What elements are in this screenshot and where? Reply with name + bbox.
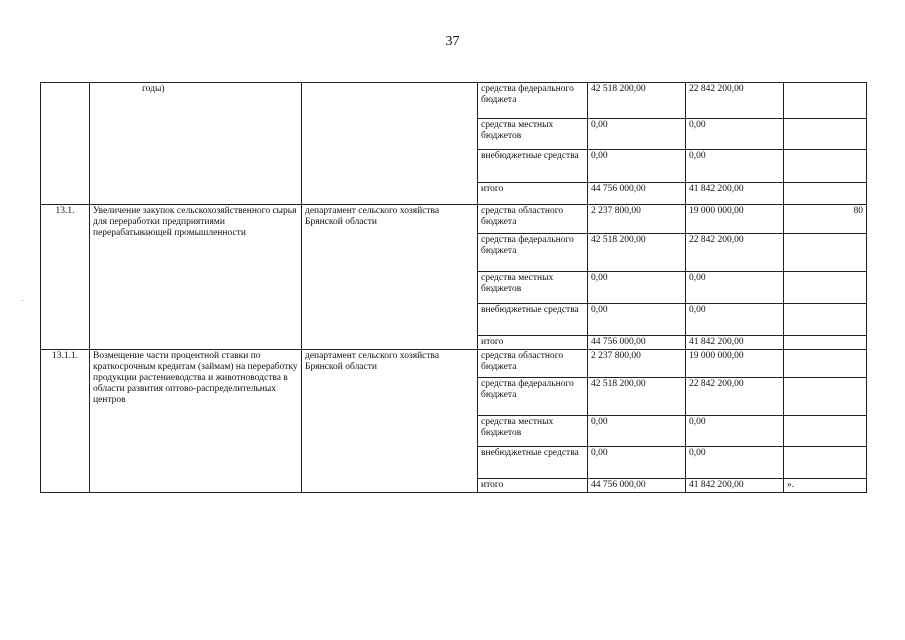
budget-table <box>40 82 867 493</box>
indicator-value <box>784 234 867 272</box>
amount-year-1: 0,00 <box>588 447 686 479</box>
amount-year-1: 0,00 <box>588 304 686 336</box>
funding-source: средства местных бюджетов <box>478 272 588 304</box>
funding-source: итого <box>478 183 588 205</box>
amount-year-1: 44 756 000,00 <box>588 183 686 205</box>
amount-year-2: 0,00 <box>686 272 784 304</box>
funding-source: внебюджетные средства <box>478 304 588 336</box>
amount-year-2: 19 000 000,00 <box>686 350 784 378</box>
funding-source: средства местных бюджетов <box>478 416 588 447</box>
amount-year-1: 44 756 000,00 <box>588 479 686 493</box>
funding-source: средства областного бюджета <box>478 350 588 378</box>
amount-year-1: 0,00 <box>588 119 686 150</box>
amount-year-2: 0,00 <box>686 150 784 183</box>
funding-source: средства федерального бюджета <box>478 378 588 416</box>
indicator-value <box>784 336 867 350</box>
funding-source: итого <box>478 479 588 493</box>
indicator-value <box>784 119 867 150</box>
amount-year-1: 44 756 000,00 <box>588 336 686 350</box>
row-number: 13.1. <box>41 205 90 350</box>
indicator-value <box>784 350 867 378</box>
page-number: 37 <box>445 34 460 49</box>
amount-year-1: 2 237 800,00 <box>588 205 686 234</box>
closing-quote-mark: ». <box>784 479 867 493</box>
funding-source: средства федерального бюджета <box>478 234 588 272</box>
funding-source: внебюджетные средства <box>478 150 588 183</box>
amount-year-2: 22 842 200,00 <box>686 234 784 272</box>
amount-year-1: 42 518 200,00 <box>588 234 686 272</box>
scan-dot <box>22 300 23 301</box>
measure-name: годы) <box>90 83 302 205</box>
indicator-value <box>784 304 867 336</box>
funding-source: средства местных бюджетов <box>478 119 588 150</box>
indicator-value <box>784 150 867 183</box>
amount-year-1: 42 518 200,00 <box>588 83 686 119</box>
amount-year-2: 0,00 <box>686 416 784 447</box>
amount-year-2: 0,00 <box>686 119 784 150</box>
amount-year-1: 42 518 200,00 <box>588 378 686 416</box>
row-number <box>41 83 90 205</box>
indicator-value <box>784 183 867 205</box>
indicator-value: 80 <box>784 205 867 234</box>
funding-source: средства областного бюджета <box>478 205 588 234</box>
amount-year-1: 0,00 <box>588 272 686 304</box>
funding-source: внебюджетные средства <box>478 447 588 479</box>
indicator-value <box>784 447 867 479</box>
executor <box>302 83 478 205</box>
measure-name: Возмещение части процентной ставки по краткосрочным кредитам (займам) на переработку продукции растениеводства и животноводства в области развития оптово-распределительных центров <box>90 350 302 493</box>
amount-year-1: 0,00 <box>588 150 686 183</box>
amount-year-2: 41 842 200,00 <box>686 479 784 493</box>
amount-year-1: 0,00 <box>588 416 686 447</box>
amount-year-2: 0,00 <box>686 304 784 336</box>
indicator-value <box>784 83 867 119</box>
amount-year-1: 2 237 800,00 <box>588 350 686 378</box>
funding-source: итого <box>478 336 588 350</box>
amount-year-2: 22 842 200,00 <box>686 378 784 416</box>
indicator-value <box>784 416 867 447</box>
amount-year-2: 0,00 <box>686 447 784 479</box>
amount-year-2: 41 842 200,00 <box>686 336 784 350</box>
amount-year-2: 19 000 000,00 <box>686 205 784 234</box>
executor: департамент сельского хозяйства Брянской области <box>302 205 478 350</box>
row-number: 13.1.1. <box>41 350 90 493</box>
amount-year-2: 22 842 200,00 <box>686 83 784 119</box>
measure-name: Увеличение закупок сельскохозяйственного сырья для переработки предприятиями перерабатывающей промышленности <box>90 205 302 350</box>
table-row <box>41 83 867 119</box>
table-row <box>41 205 867 234</box>
executor: департамент сельского хозяйства Брянской области <box>302 350 478 493</box>
indicator-value <box>784 272 867 304</box>
indicator-value <box>784 378 867 416</box>
funding-source: средства федерального бюджета <box>478 83 588 119</box>
table-row <box>41 350 867 378</box>
amount-year-2: 41 842 200,00 <box>686 183 784 205</box>
